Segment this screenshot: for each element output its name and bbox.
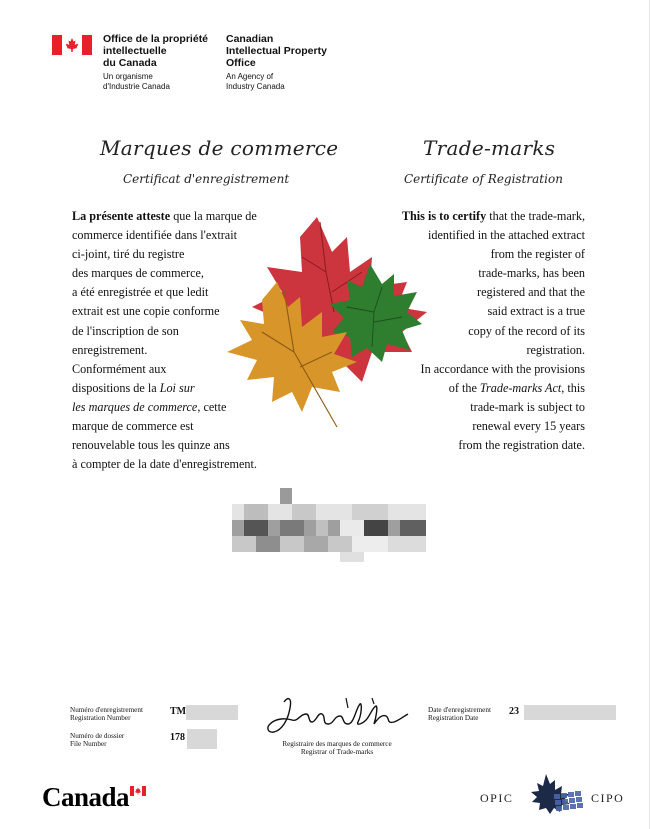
body-text-en: This is to certify that the trade-mark, identified in the attached extract from the register of trade-marks, has been registered and that the said extract is a true copy of the record of its registration. In accordance with the provisions of the Trade-marks Act, this trade-mark is subject to renewal every 15 years from the registration date. [401,209,585,453]
canada-flag-icon [52,35,92,55]
header-fr-office-name: Office de la propriété intellectuelle du Canada [103,33,209,69]
header-en-office-name: Canadian Intellectual Property Office [226,33,327,69]
cipo-label: CIPO [591,791,625,805]
header-en-agency: An Agency of Industry Canada [226,72,285,91]
cipo-logo-icon [524,772,588,816]
redacted-file-number [187,729,217,749]
redacted-registration-number [186,705,238,720]
subtitle-fr: Certificat d'enregistrement [123,172,290,186]
file-number-label: Numéro de dossier File Number [70,732,125,748]
subtitle-en: Certificate of Registration [404,172,563,186]
title-en: Trade-marks [423,136,556,160]
registration-number-value: TM [170,706,187,717]
registrar-title: Registraire des marques de commerce Registrar of Trade-marks [282,740,392,756]
redacted-trademark-image [232,488,426,562]
title-fr: Marques de commerce [100,136,339,160]
header-fr-agency: Un organisme d'Industrie Canada [103,72,170,91]
registration-date-label: Date d'enregistrement Registration Date [428,706,491,722]
opic-label: OPIC [480,791,514,805]
canada-wordmark: Canada [42,782,130,812]
registration-number-label: Numéro d'enregistrement Registration Number [70,706,143,722]
file-number-value: 178 [170,732,185,743]
canada-wordmark-flag-icon [130,786,146,796]
body-text-fr: La présente atteste que la marque de commerce identifiée dans l'extrait ci-joint, tiré du registre des marques de commerce, a été enregistrée et que ledit extrait est une copie conforme de l'inscription de son enregistrement. Conformément aux dispositions de la Loi sur les marques de commerce, cette marque de commerce est renouvelable tous les quinze ans à compter de la date d'enregistrement. [72,209,257,472]
registrar-signature-icon [262,694,412,736]
registration-date-value: 23 [509,706,519,717]
redacted-registration-date [524,705,616,720]
